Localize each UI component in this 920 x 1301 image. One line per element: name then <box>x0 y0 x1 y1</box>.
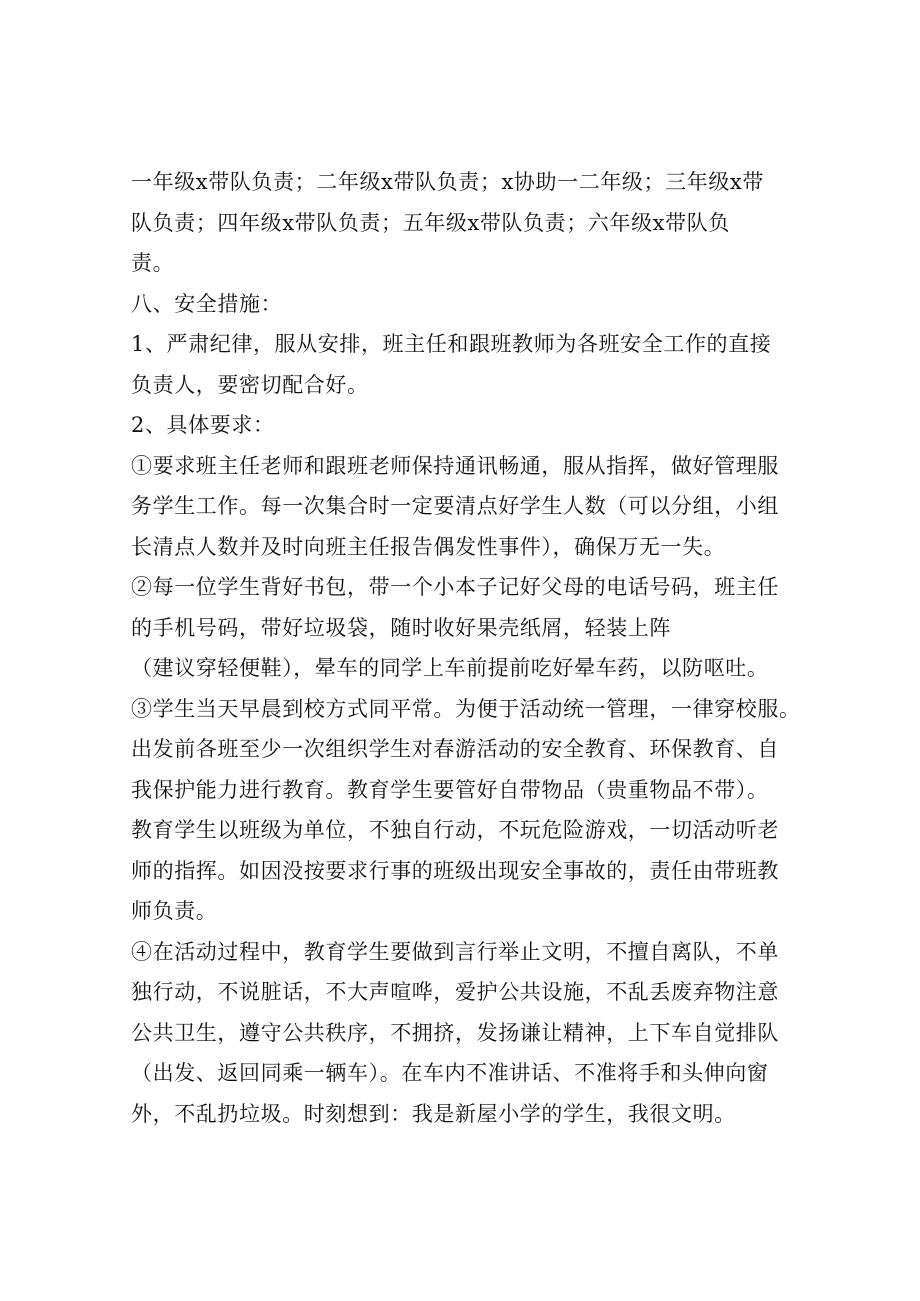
text-line: （出发、返回同乘一辆车）。在车内不准讲话、不准将手和头伸向窗 <box>131 1061 769 1085</box>
text-line: ①要求班主任老师和跟班老师保持通讯畅通，服从指挥，做好管理服 <box>131 453 779 478</box>
text-line: ④在活动过程中，教育学生要做到言行举止文明，不擅自离队，不单 <box>131 939 779 964</box>
subsection-heading: 2、具体要求： <box>131 413 275 437</box>
text-line: 的手机号码，带好垃圾袋，随时收好果壳纸屑，轻装上阵 <box>131 615 671 640</box>
section-heading: 八、安全措施： <box>131 291 283 316</box>
text-line: 队负责；四年级x带队负责；五年级x带队负责；六年级x带队负 <box>131 210 730 235</box>
text-line: 我保护能力进行教育。教育学生要管好自带物品（贵重物品不带）。 <box>131 777 769 802</box>
text-line: 教育学生以班级为单位，不独自行动，不玩危险游戏，一切活动听老 <box>131 818 779 842</box>
text-line: 独行动，不说脏话，不大声喧哗，爱护公共设施，不乱丢废弃物注意 <box>131 980 779 1004</box>
text-line: 1、严肃纪律，服从安排，班主任和跟班教师为各班安全工作的直接 <box>131 332 772 356</box>
text-line: 外，不乱扔垃圾。时刻想到：我是新屋小学的学生，我很文明。 <box>131 1101 736 1126</box>
text-line: 出发前各班至少一次组织学生对春游活动的安全教育、环保教育、自 <box>131 737 779 761</box>
text-line: 一年级x带队负责；二年级x带队负责；x协助一二年级；三年级x带 <box>131 170 764 194</box>
text-line: ③学生当天早晨到校方式同平常。为便于活动统一管理，一律穿校服。 <box>131 696 801 721</box>
text-line: 师的指挥。如因没按要求行事的班级出现安全事故的，责任由带班教 <box>131 858 779 883</box>
document-body <box>131 162 811 1134</box>
text-line: 务学生工作。每一次集合时一定要清点好学生人数（可以分组，小组 <box>131 494 779 518</box>
text-line: （建议穿轻便鞋），晕车的同学上车前提前吃好晕车药，以防呕吐。 <box>131 656 769 680</box>
text-line: 负责人，要密切配合好。 <box>131 372 369 397</box>
text-line: 责。 <box>131 251 175 275</box>
text-line: 公共卫生，遵守公共秩序，不拥挤，发扬谦让精神，上下车自觉排队 <box>131 1020 779 1045</box>
text-line: 长清点人数并及时向班主任报告偶发性事件），确保万无一失。 <box>131 534 726 559</box>
text-line: 师负责。 <box>131 899 218 923</box>
text-line: ②每一位学生背好书包，带一个小本子记好父母的电话号码，班主任 <box>131 575 779 599</box>
